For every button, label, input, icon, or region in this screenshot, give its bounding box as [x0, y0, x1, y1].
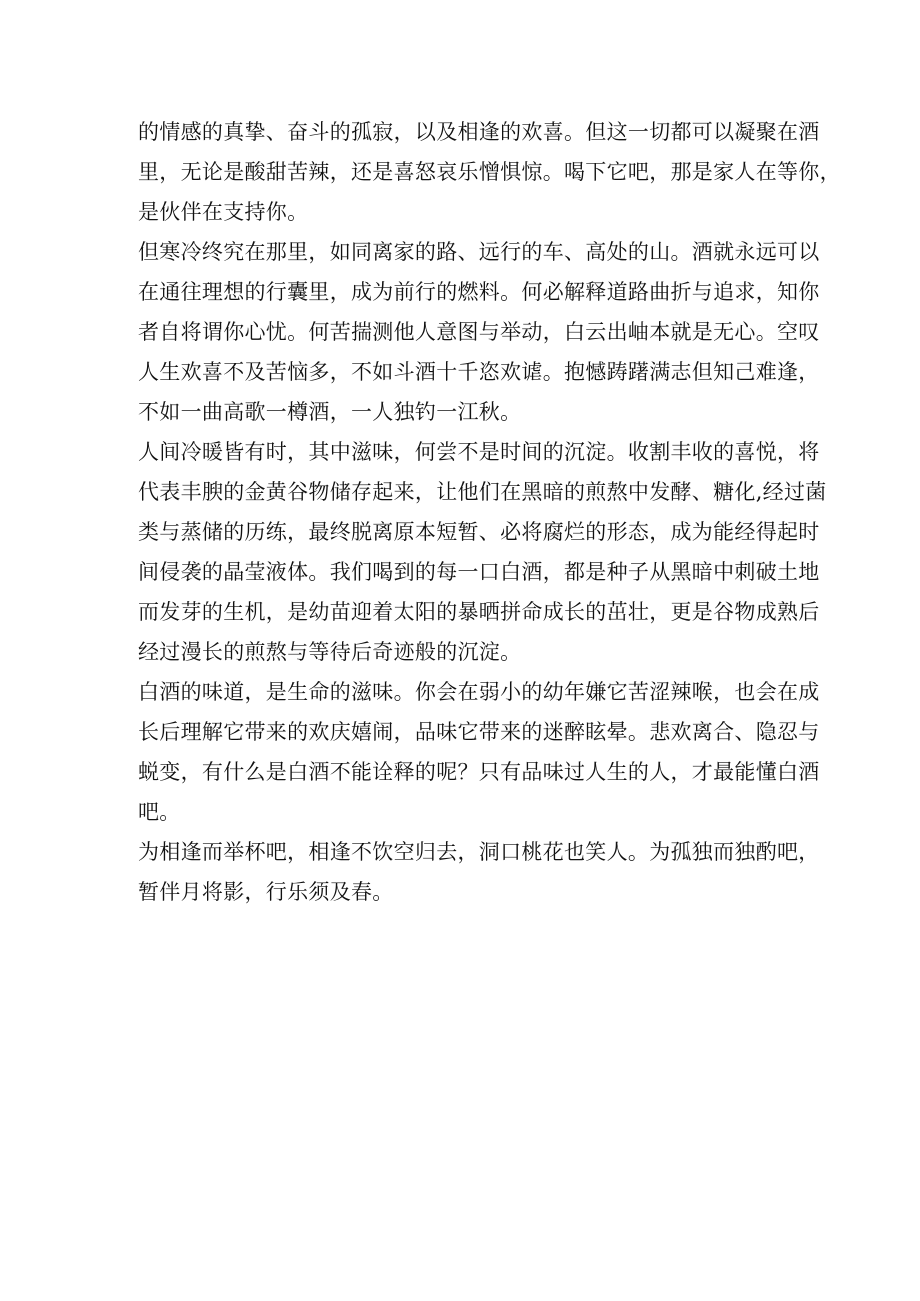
paragraph-2: [138, 232, 820, 432]
text-line: 者自将谓你心忧。何苦揣测他人意图与举动，白云出岫本就是无心。空叹: [138, 320, 820, 344]
document-body: [138, 112, 841, 912]
text-line: 为相逢而举杯吧，相逢不饮空归去，洞口桃花也笑人。为孤独而独酌吧，: [138, 840, 820, 864]
text-line: 在通往理想的行囊里，成为前行的燃料。何必解释道路曲折与追求，知你: [138, 280, 820, 304]
text-line: 经过漫长的煎熬与等待后奇迹般的沉淀。: [138, 640, 522, 664]
text-line: 白酒的味道，是生命的滋味。你会在弱小的幼年嫌它苦涩辣喉，也会在成: [138, 680, 820, 704]
text-line: 间侵袭的晶莹液体。我们喝到的每一口白酒，都是种子从黑暗中刺破土地: [138, 560, 820, 584]
text-line: 里，无论是酸甜苦辣，还是喜怒哀乐憎惧惊。喝下它吧，那是家人在等你，: [138, 160, 841, 184]
paragraph-5: [138, 832, 820, 912]
text-line: 而发芽的生机，是幼苗迎着太阳的暴晒拼命成长的茁壮，更是谷物成熟后: [138, 600, 820, 624]
text-line: 人生欢喜不及苦恼多，不如斗酒十千恣欢谑。抱憾踌躇满志但知己难逢，: [138, 360, 820, 384]
text-line: 长后理解它带来的欢庆嬉闹，品味它带来的迷醉眩晕。悲欢离合、隐忍与: [138, 720, 820, 744]
text-line: 吧。: [138, 800, 181, 824]
paragraph-3: [138, 432, 827, 672]
text-line: 类与蒸储的历练，最终脱离原本短暂、必将腐烂的形态，成为能经得起时: [138, 520, 820, 544]
text-line: 是伙伴在支持你。: [138, 200, 309, 224]
text-line: 不如一曲高歌一樽酒，一人独钓一江秋。: [138, 400, 522, 424]
text-line: 代表丰腴的金黄谷物储存起来，让他们在黑暗的煎熬中发酵、糖化,经过菌: [138, 480, 827, 504]
text-line: 的情感的真挚、奋斗的孤寂，以及相逢的欢喜。但这一切都可以凝聚在酒: [138, 120, 820, 144]
paragraph-4: [138, 672, 820, 832]
text-line: 暂伴月将影，行乐须及春。: [138, 880, 394, 904]
text-line: 人间冷暖皆有时，其中滋味，何尝不是时间的沉淀。收割丰收的喜悦，将: [138, 440, 820, 464]
paragraph-1: [138, 112, 841, 232]
text-line: 蜕变，有什么是白酒不能诠释的呢？只有品味过人生的人，才最能懂白酒: [138, 760, 820, 784]
text-line: 但寒冷终究在那里，如同离家的路、远行的车、高处的山。酒就永远可以: [138, 240, 820, 264]
